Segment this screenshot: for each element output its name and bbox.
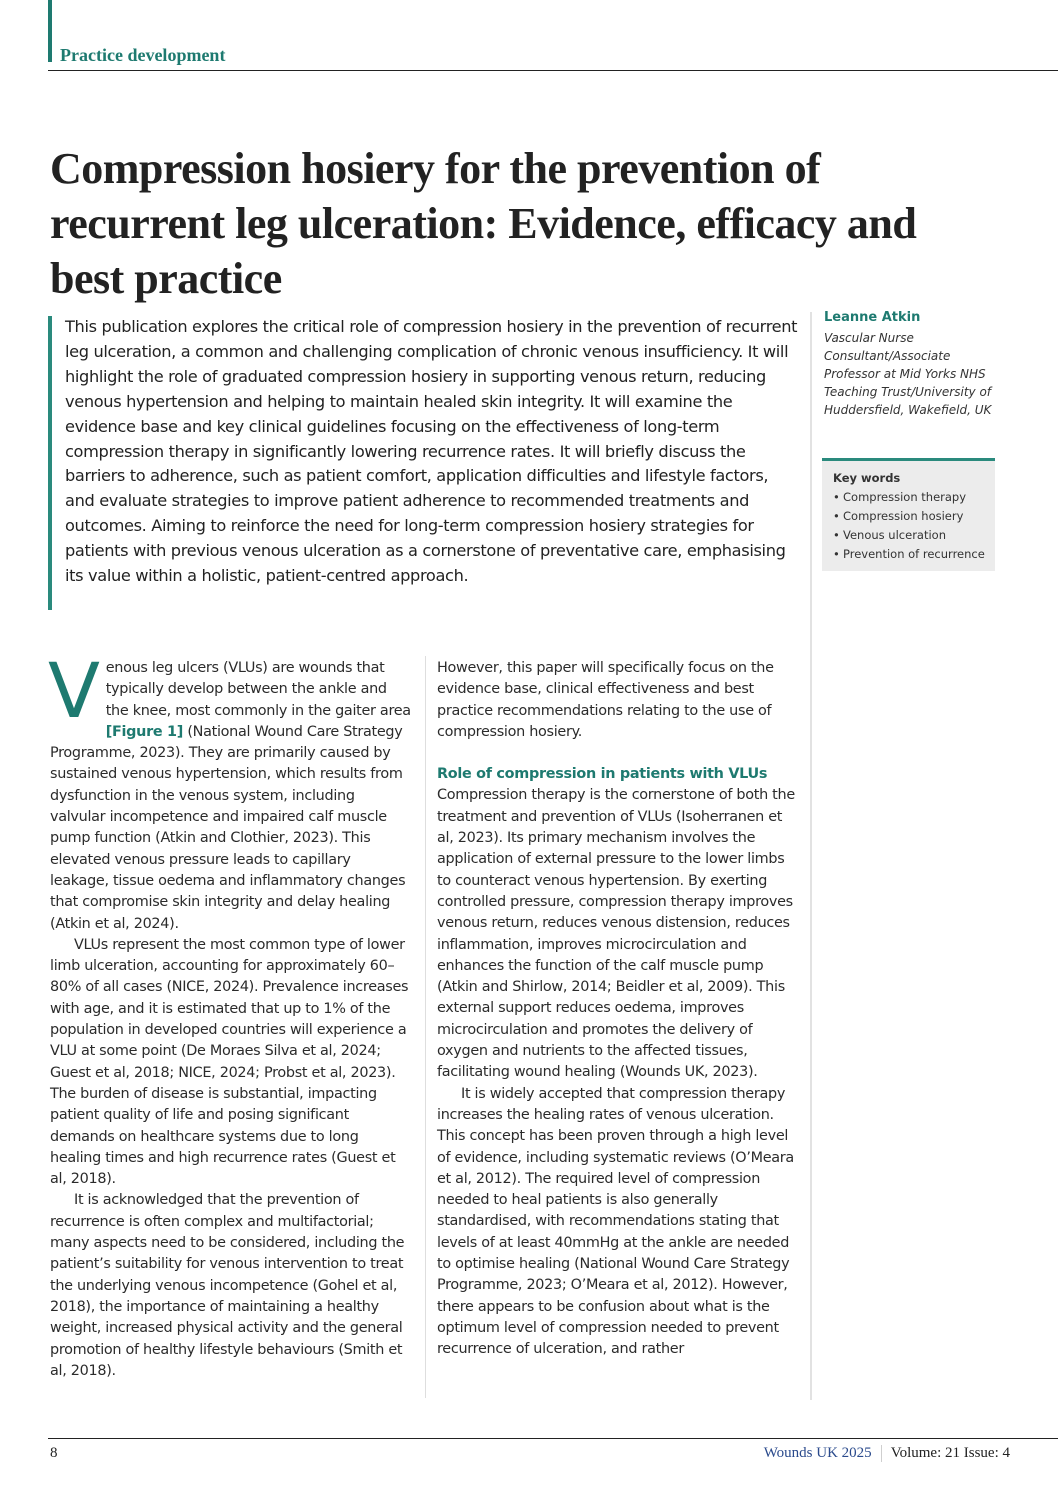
keywords-title: Key words [833,471,901,485]
paragraph [48,646,412,935]
body-column-1 [48,646,412,1382]
header-rule [48,70,1058,71]
column-divider [425,656,426,1398]
paragraph: It is acknowledged that the prevention of recurrence is often complex and multifactorial; many aspects need to be considered, including the patient’s suitability for venous intervention to treat the underlying venous incompetence (Gohel et al, 2018), the importance of maintaining a healthy weight, increased physical activity and the general promotion of healthy lifestyle behaviours (Smith et al, 2018). [50,1192,405,1379]
body-column-2 [437,658,802,1361]
paragraph: However, this paper will specifically focus on the evidence base, clinical effectiveness and best practice recommendations relating to the use of compression hosiery. [437,660,774,740]
section-heading: Role of compression in patients with VLUs [437,766,768,783]
keyword-item: • Compression hosiery [822,508,995,525]
author-block [824,310,1004,419]
journal-name: Wounds UK 2025 [763,1445,872,1461]
keyword-item: • Venous ulceration [822,527,995,544]
paragraph: VLUs represent the most common type of lower limb ulceration, accounting for approximately 60–80% of all cases (NICE, 2024). Prevalence increases with age, and it is estimated that up to 1% of the population in developed countries will experience a VLU at some point (De Moraes Silva et al, 2024; Guest et al, 2018; NICE, 2024; Probst et al, 2023). The burden of disease is substantial, impacting patient quality of life and posing significant demands on healthcare systems due to long healing times and high recurrence rates (Guest et al, 2018). [50,936,409,1188]
drop-cap: V [48,646,100,735]
header-accent-bar [48,0,52,62]
footer-citation [764,1445,1010,1462]
abstract-accent-bar [48,316,52,610]
paragraph-text: (National Wound Care Strategy Programme, 2023). They are primarily caused by sustained venous hypertension, which results from dysfunction in the venous system, including valvular incompetence and impaired calf muscle pump function (Atkin and Clothier, 2023). This elevated venous pressure leads to capillary leakage, tissue oedema and inflammatory changes that compromise skin integrity and delay healing (Atkin et al, 2024). [50,723,406,932]
footer-separator [881,1445,882,1462]
author-affiliation: Vascular Nurse Consultant/Associate Professor at Mid Yorks NHS Teaching Trust/University of Huddersfield, Wakefield, UK [824,331,992,417]
paragraph: It is widely accepted that compression therapy increases the healing rates of venous ulceration. This concept has been proven through a high level of evidence, including systematic reviews (O’Meara et al, 2012). The required level of compression needed to heal patients is also generally standardised, with recommendations stating that levels of at least 40mmHg at the ankle are needed to optimise healing (National Wound Care Strategy Programme, 2023; O’Meara et al, 2012). However, there appears to be confusion about what is the optimum level of compression needed to prevent recurrence of ulceration, and rather [437,1085,794,1358]
paragraph: Compression therapy is the cornerstone of both the treatment and prevention of VLUs (Isoherranen et al, 2023). Its primary mechanism involves the application of external pressure to the lower limbs to counteract venous hypertension. By exerting controlled pressure, compression therapy improves venous return, reduces venous distension, reduces inflammation, improves microcirculation and enhances the function of the calf muscle pump (Atkin and Shirlow, 2014; Beidler et al, 2009). This external support reduces oedema, improves microcirculation and promotes the delivery of oxygen and nutrients to the affected tissues, facilitating wound healing (Wounds UK, 2023). [437,787,795,1081]
section-label: Practice development [60,45,226,65]
paragraph-text: enous leg ulcers (VLUs) are wounds that typically develop between the ankle and the knee, most commonly in the gaiter area [105,660,411,719]
keywords-list [822,489,995,563]
sidebar-divider [810,312,812,1400]
figure-link[interactable]: [Figure 1] [105,723,184,740]
article-title: Compression hosiery for the prevention of recurrent leg ulceration: Evidence, efficacy and best practice [50,144,917,304]
abstract: This publication explores the critical role of compression hosiery in the prevention of recurrent leg ulceration, a common and challenging complication of chronic venous insufficiency. It will highlight the role of graduated compression hosiery in supporting venous return, reducing venous hypertension and helping to maintain healed skin integrity. It will examine the evidence base and key clinical guidelines focusing on the effectiveness of long-term compression therapy in significantly lowering recurrence rates. It will briefly discuss the barriers to adherence, such as patient comfort, application difficulties and lifestyle factors, and evaluate strategies to improve patient adherence to recommended treatments and outcomes. Aiming to reinforce the need for long-term compression hosiery strategies for patients with previous venous ulceration as a cornerstone of preventative care, emphasising its value within a holistic, patient-centred approach. [65,317,798,586]
keywords-box [822,458,995,571]
author-name: Leanne Atkin [824,310,921,325]
keyword-item: • Prevention of recurrence [822,546,995,563]
volume-issue: Volume: 21 Issue: 4 [890,1445,1010,1461]
footer-rule [48,1438,1058,1439]
page-number: 8 [50,1445,58,1461]
keyword-item: • Compression therapy [822,489,995,506]
